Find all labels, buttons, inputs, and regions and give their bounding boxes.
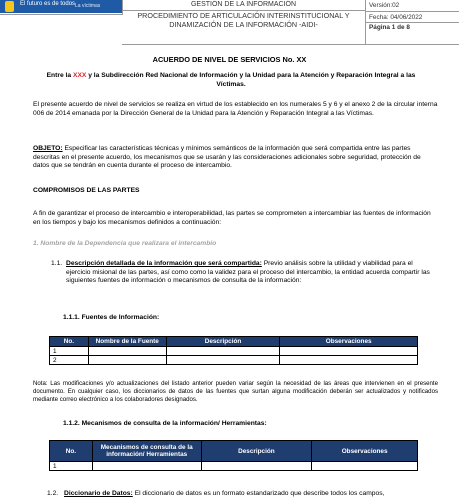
document-subtitle: Entre la XXX y la Subdirección Red Nacional de Información y la Unidad para la Atención y Reparación Integral a las Víctimas. [46,72,416,88]
table-cell [166,356,280,365]
table-cell: 1 [50,462,93,471]
header-meta [365,0,459,45]
table-cell [166,347,280,356]
mechanisms-table [49,440,418,471]
table-row [50,347,418,356]
table-cell: 2 [50,356,89,365]
table-cell [88,356,166,365]
column-header: No. [50,337,89,347]
objeto-paragraph: OBJETO: Especificar las características técnicas y mínimos semánticos de la información que será compartida entre las partes descritas en el presente acuerdo, los mecanismos que se usarán y las consideraciones adicionales sobre seguridad, protección de datos que se tendrán en cuenta durante el proceso de intercambio. [33,145,421,170]
document-title: ACUERDO DE NIVEL DE SERVICIOS No. XX [152,55,307,64]
column-header: Descripción [201,441,312,462]
column-header: No. [50,441,93,462]
column-header: Observaciones [280,337,418,347]
column-header: Descripción [166,337,280,347]
divider [366,22,459,23]
section-1-2: Diccionario de Datos: El diccionario de datos es un formato estandarizado que describe todos los campos, [64,490,385,497]
header-center [122,0,365,45]
table-header-row [50,441,418,462]
column-header: Mecanismos de consulta de la información/ Herramientas [92,441,201,462]
table-row [50,356,418,365]
section-1-1-1-heading: 1.1.1. Fuentes de Información: [63,314,160,321]
table-header-row [50,337,418,347]
header-version: Versión:02 [369,2,400,9]
table-row [50,462,418,471]
section-1-1-2-heading: 1.1.2. Mecanismos de consulta de la información/ Herramientas: [63,420,267,427]
table-cell: 1 [50,347,89,356]
column-header: Observaciones [312,441,418,462]
note-paragraph: Nota: Las modificaciones y/o actualizaciones del listado anterior pueden variar según la necesidad de las áreas que intervienen en el presente documento. En cualquier caso, los diccionarios de datos de las fuentes que surtan alguna modificación deberán ser actualizados y notificados mediante correo electrónico a los colaboradores designados. [33,380,438,403]
header-procedure-title: PROCEDIMIENTO DE ARTICULACIÓN INTERINSTITUCIONAL Y DINAMIZACIÓN DE LA INFORMACIÓN -AIDI- [137,11,350,29]
section-number: 1.1. [51,260,63,267]
section-1-1: Descripción detallada de la información que será compartida: Previo análisis sobre la utilidad y viabilidad para el ejercicio misional de las partes, así como como la validez para el proceso del intercambio, la entidad acuerda compartir las siguientes fuentes de información o mecanismos de consulta de la información: [66,260,430,285]
coat-of-arms-icon [5,1,14,12]
intro-paragraph: El presente acuerdo de nivel de servicios se realiza en virtud de los establecido en los numerales 5 y 6 y el anexo 2 de la circular interna 006 de 2014 emanada por la Dirección General de la Unidad para la Atención y Reparación Integral a las Víctimas. [33,101,438,117]
logo-subtext: La víctimas [75,3,101,9]
table-cell [92,462,201,471]
sources-table [49,336,418,365]
compromisos-paragraph: A fin de garantizar el proceso de intercambio e interoperabilidad, las partes se comprometen a intercambiar las fuentes de información en los tiempos y bajo los mecanismos definidos a continuación: [33,210,431,226]
header-process-name: GESTIÓN DE LA INFORMACIÓN [122,0,365,11]
header-date: Fecha: 04/06/2022 [369,14,423,21]
table-cell [88,347,166,356]
table-cell [280,347,418,356]
header-page: Página 1 de 8 [369,24,410,31]
section-number: 1.2. [47,490,59,497]
compromisos-heading: COMPROMISOS DE LAS PARTES [33,187,140,194]
table-cell [312,462,418,471]
logo-banner [0,0,123,15]
logo-text: El futuro es de todos [20,1,76,7]
column-header: Nombre de la Fuente [88,337,166,347]
list-item-dependencia: 1. Nombre de la Dependencia que realizara el intercambio [33,240,217,247]
table-cell [201,462,312,471]
table-cell [280,356,418,365]
divider [366,11,459,12]
